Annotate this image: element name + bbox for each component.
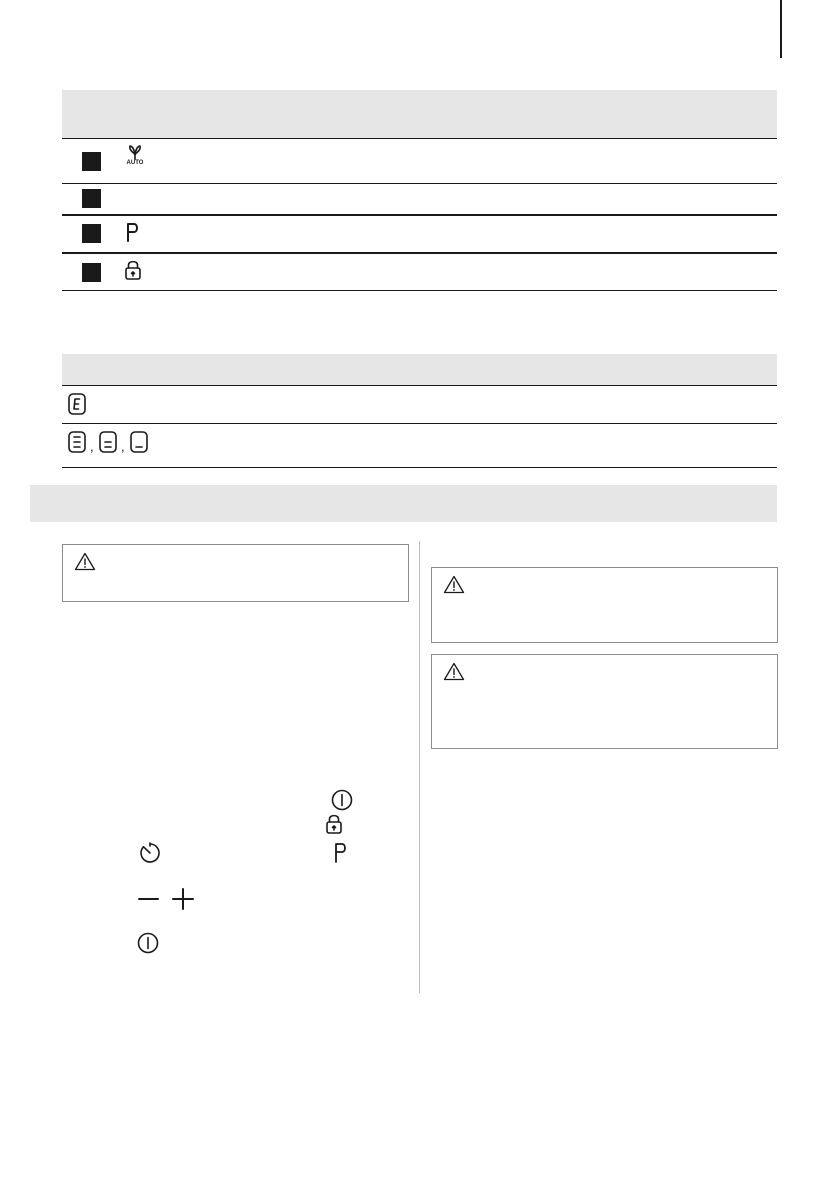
page-corner-mark: [780, 0, 782, 58]
table2-rule: [62, 423, 777, 424]
warning-box: [62, 544, 409, 602]
lock-icon: [325, 813, 343, 835]
minus-icon: [138, 889, 160, 909]
section-header-bar: [30, 485, 777, 522]
warning-box: [431, 567, 778, 643]
column-divider: [419, 541, 420, 993]
table2-rule: [62, 467, 777, 468]
auto-label: AUTO: [126, 160, 144, 166]
table1-rule: [62, 138, 777, 139]
indicator-square: [82, 224, 101, 243]
pause-p-icon: [334, 841, 348, 863]
table1-rule: [62, 183, 777, 184]
timer-icon: [138, 841, 162, 865]
table2-rule: [62, 385, 777, 386]
residual-heat-display-icons: [68, 431, 154, 453]
error-e-display-icon: [68, 393, 86, 415]
table1-rule: [62, 290, 777, 291]
svg-text:,: ,: [90, 439, 94, 454]
on-off-icon: [331, 789, 353, 811]
auto-fan-icon: [124, 143, 146, 169]
warning-triangle-icon: [443, 662, 465, 681]
indicator-square: [82, 152, 101, 171]
pause-p-icon: [126, 222, 140, 242]
plus-icon: [172, 889, 194, 909]
on-off-icon: [137, 932, 159, 954]
table1-rule: [62, 252, 777, 254]
table1-header: [62, 90, 777, 138]
warning-triangle-icon: [443, 575, 465, 594]
table1-rule: [62, 214, 777, 216]
warning-box: [431, 654, 778, 749]
indicator-square: [82, 189, 101, 208]
warning-triangle-icon: [74, 552, 96, 571]
table2-header: [62, 354, 777, 385]
indicator-square: [82, 263, 101, 282]
svg-text:,: ,: [121, 439, 125, 454]
lock-icon: [124, 259, 142, 281]
